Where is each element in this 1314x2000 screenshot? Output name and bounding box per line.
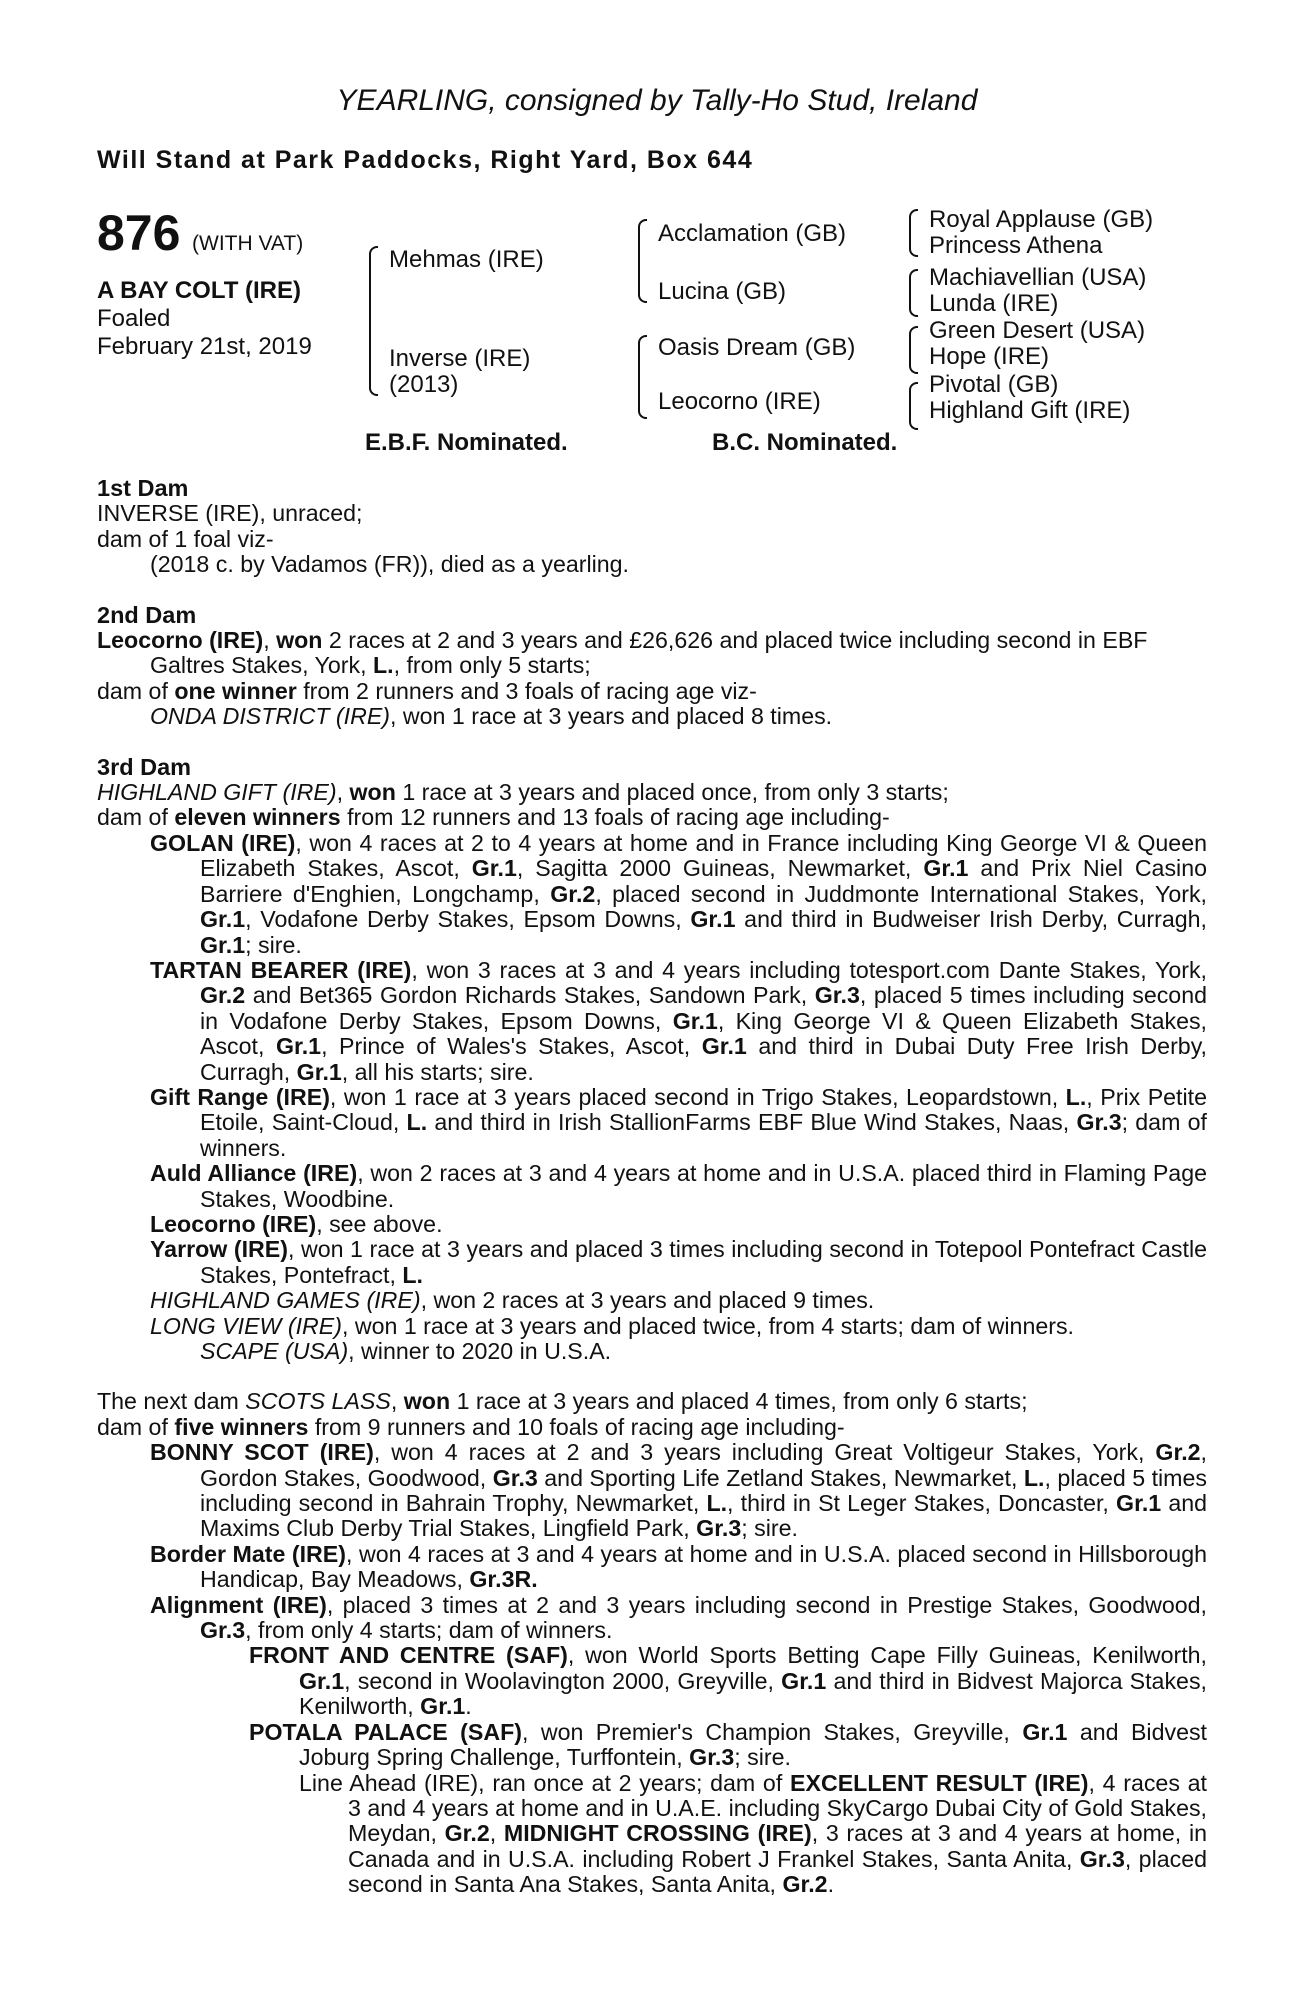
- horse-name: Leocorno (IRE): [97, 627, 264, 654]
- produce-entry: GOLAN (IRE), won 4 races at 2 to 4 years at home and in France including King George VI & Queen Elizabeth Stakes, Ascot, Gr.1, Sagitta 2000 Guineas, Newmarket, Gr.1 and Prix Niel Casino Barriere d'Enghien, Longchamp, Gr.2, placed second in Juddmonte International Stakes, York, Gr.1, Vodafone Derby Stakes, Epsom Downs, Gr.1 and third in Budweiser Irish Derby, Curragh, Gr.1; sire.: [150, 829, 1207, 958]
- produce-entry: Auld Alliance (IRE), won 2 races at 3 and 4 years at home and in U.S.A. placed third in Flaming Page Stakes, Woodbine.: [150, 1160, 1207, 1212]
- second-dam-produce: ONDA DISTRICT (IRE), won 1 race at 3 years and placed 8 times.: [150, 703, 833, 730]
- catalogue-body: [97, 476, 1207, 1898]
- third-dam-entry: HIGHLAND GIFT (IRE), won 1 race at 3 years and placed once, from only 3 starts;: [97, 779, 949, 806]
- second-dam-produce-summary: dam of one winner from 2 runners and 3 foals of racing age viz-: [97, 677, 757, 704]
- pedigree-brace: [638, 219, 647, 303]
- produce-entry: Line Ahead (IRE), ran once at 2 years; dam of EXCELLENT RESULT (IRE), 4 races at 3 and 4 years at home and in U.A.E. including SkyCargo Dubai City of Gold Stakes, Meydan, Gr.2, MIDNIGHT CROSSING (IRE), 3 races at 3 and 4 years at home, in Canada and in U.S.A. including Robert J Frankel Stakes, Santa Anita, Gr.3, placed second in Santa Ana Stakes, Santa Anita, Gr.2.: [299, 1769, 1208, 1898]
- pedigree-gg-4: Lunda (IRE): [929, 290, 1059, 317]
- pedigree-gg-7: Pivotal (GB): [929, 371, 1059, 398]
- pedigree-dam: Inverse (IRE): [389, 345, 531, 372]
- first-dam-line: dam of 1 foal viz-: [97, 525, 274, 552]
- foaled-date: February 21st, 2019: [97, 333, 312, 360]
- produce-entry: SCAPE (USA), winner to 2020 in U.S.A.: [200, 1338, 612, 1364]
- third-dam-heading: 3rd Dam: [97, 753, 192, 780]
- produce-entry: Gift Range (IRE), won 1 race at 3 years placed second in Trigo Stakes, Leopardstown, L., Prix Petite Etoile, Saint-Cloud, L. and third in Irish StallionFarms EBF Blue Wind Stakes, Naas, Gr.3; dam of winners.: [150, 1083, 1207, 1161]
- page-header: YEARLING, consigned by Tally-Ho Stud, Ireland: [336, 84, 978, 117]
- second-dam-entry: Leocorno (IRE), won 2 races at 2 and 3 years and £26,626 and placed twice including second in EBF Galtres Stakes, York, L., from only 5 starts;: [97, 627, 1148, 679]
- pedigree-brace: [909, 326, 918, 374]
- pedigree-gg-1: Royal Applause (GB): [929, 206, 1154, 233]
- produce-entry: LONG VIEW (IRE), won 1 race at 3 years and placed twice, from 4 starts; dam of winners.: [150, 1312, 1074, 1339]
- produce-entry: FRONT AND CENTRE (SAF), won World Sports Betting Cape Filly Guineas, Kenilworth, Gr.1, second in Woolavington 2000, Greyville, Gr.1 and third in Bidvest Majorca Stakes, Kenilworth, Gr.1.: [249, 1642, 1207, 1720]
- pedigree-brace: [909, 382, 918, 430]
- pedigree-gg-3: Machiavellian (USA): [929, 264, 1147, 291]
- lot-name: A BAY COLT (IRE): [97, 277, 302, 304]
- pedigree-sire-sire: Acclamation (GB): [658, 220, 847, 247]
- stand-location: Will Stand at Park Paddocks, Right Yard, Box 644: [97, 146, 754, 174]
- produce-entry: Border Mate (IRE), won 4 races at 3 and 4 years at home and in U.S.A. placed second in Hillsborough Handicap, Bay Meadows, Gr.3R.: [150, 1540, 1207, 1593]
- produce-entry: HIGHLAND GAMES (IRE), won 2 races at 3 years and placed 9 times.: [150, 1287, 875, 1314]
- pedigree-brace: [638, 335, 647, 419]
- pedigree-gg-6: Hope (IRE): [929, 343, 1050, 370]
- vat-label: (WITH VAT): [192, 232, 304, 255]
- third-dam-produce-summary: dam of eleven winners from 12 runners and 13 foals of racing age including-: [97, 804, 890, 831]
- first-dam-heading: 1st Dam: [97, 475, 189, 501]
- pedigree-brace: [909, 209, 918, 257]
- pedigree-dam-sire: Oasis Dream (GB): [658, 334, 856, 361]
- bc-nominated: B.C. Nominated.: [712, 429, 898, 456]
- produce-entry: Leocorno (IRE), see above.: [150, 1210, 443, 1237]
- lot-number: 876: [97, 205, 181, 261]
- second-dam-heading: 2nd Dam: [97, 601, 197, 628]
- pedigree-gg-2: Princess Athena: [929, 232, 1103, 259]
- won-label: won: [276, 627, 323, 654]
- produce-entry: Yarrow (IRE), won 1 race at 3 years and placed 3 times including second in Totepool Pontefract Castle Stakes, Pontefract, L.: [150, 1236, 1207, 1288]
- next-dam-entry: The next dam SCOTS LASS, won 1 race at 3 years and placed 4 times, from only 6 starts;: [97, 1388, 1028, 1415]
- first-dam-produce: (2018 c. by Vadamos (FR)), died as a yearling.: [150, 551, 629, 578]
- foaled-label: Foaled: [97, 305, 171, 332]
- pedigree-sire-dam: Lucina (GB): [658, 278, 787, 305]
- produce-entry: Alignment (IRE), placed 3 times at 2 and 3 years including second in Prestige Stakes, Goodwood, Gr.3, from only 4 starts; dam of winners.: [150, 1591, 1207, 1644]
- pedigree-dam-dam: Leocorno (IRE): [658, 388, 821, 415]
- pedigree-gg-8: Highland Gift (IRE): [929, 397, 1131, 424]
- first-dam-line: INVERSE (IRE), unraced;: [97, 500, 363, 527]
- pedigree-sire: Mehmas (IRE): [389, 246, 544, 273]
- produce-entry: TARTAN BEARER (IRE), won 3 races at 3 and 4 years including totesport.com Dante Stakes, York, Gr.2 and Bet365 Gordon Richards Stakes, Sandown Park, Gr.3, placed 5 times including second in Vodafone Derby Stakes, Epsom Downs, Gr.1, King George VI & Queen Elizabeth Stakes, Ascot, Gr.1, Prince of Wales's Stakes, Ascot, Gr.1 and third in Dubai Duty Free Irish Derby, Curragh, Gr.1, all his starts; sire.: [150, 956, 1208, 1085]
- next-dam-produce-summary: dam of five winners from 9 runners and 10 foals of racing age including-: [97, 1413, 845, 1440]
- pedigree-brace: [909, 269, 918, 317]
- produce-entry: BONNY SCOT (IRE), won 4 races at 2 and 3 years including Great Voltigeur Stakes, York, Gr.2, Gordon Stakes, Goodwood, Gr.3 and Sporting Life Zetland Stakes, Newmarket, L., placed 5 times including second in Bahrain Trophy, Newmarket, L., third in St Leger Stakes, Doncaster, Gr.1 and Maxims Club Derby Trial Stakes, Lingfield Park, Gr.3; sire.: [150, 1439, 1208, 1542]
- produce-entry: POTALA PALACE (SAF), won Premier's Champion Stakes, Greyville, Gr.1 and Bidvest Joburg Spring Challenge, Turffontein, Gr.3; sire.: [249, 1718, 1207, 1771]
- pedigree-brace: [369, 246, 378, 396]
- ebf-nominated: E.B.F. Nominated.: [365, 429, 568, 456]
- pedigree-gg-5: Green Desert (USA): [929, 317, 1146, 344]
- pedigree-dam-year: (2013): [389, 371, 459, 398]
